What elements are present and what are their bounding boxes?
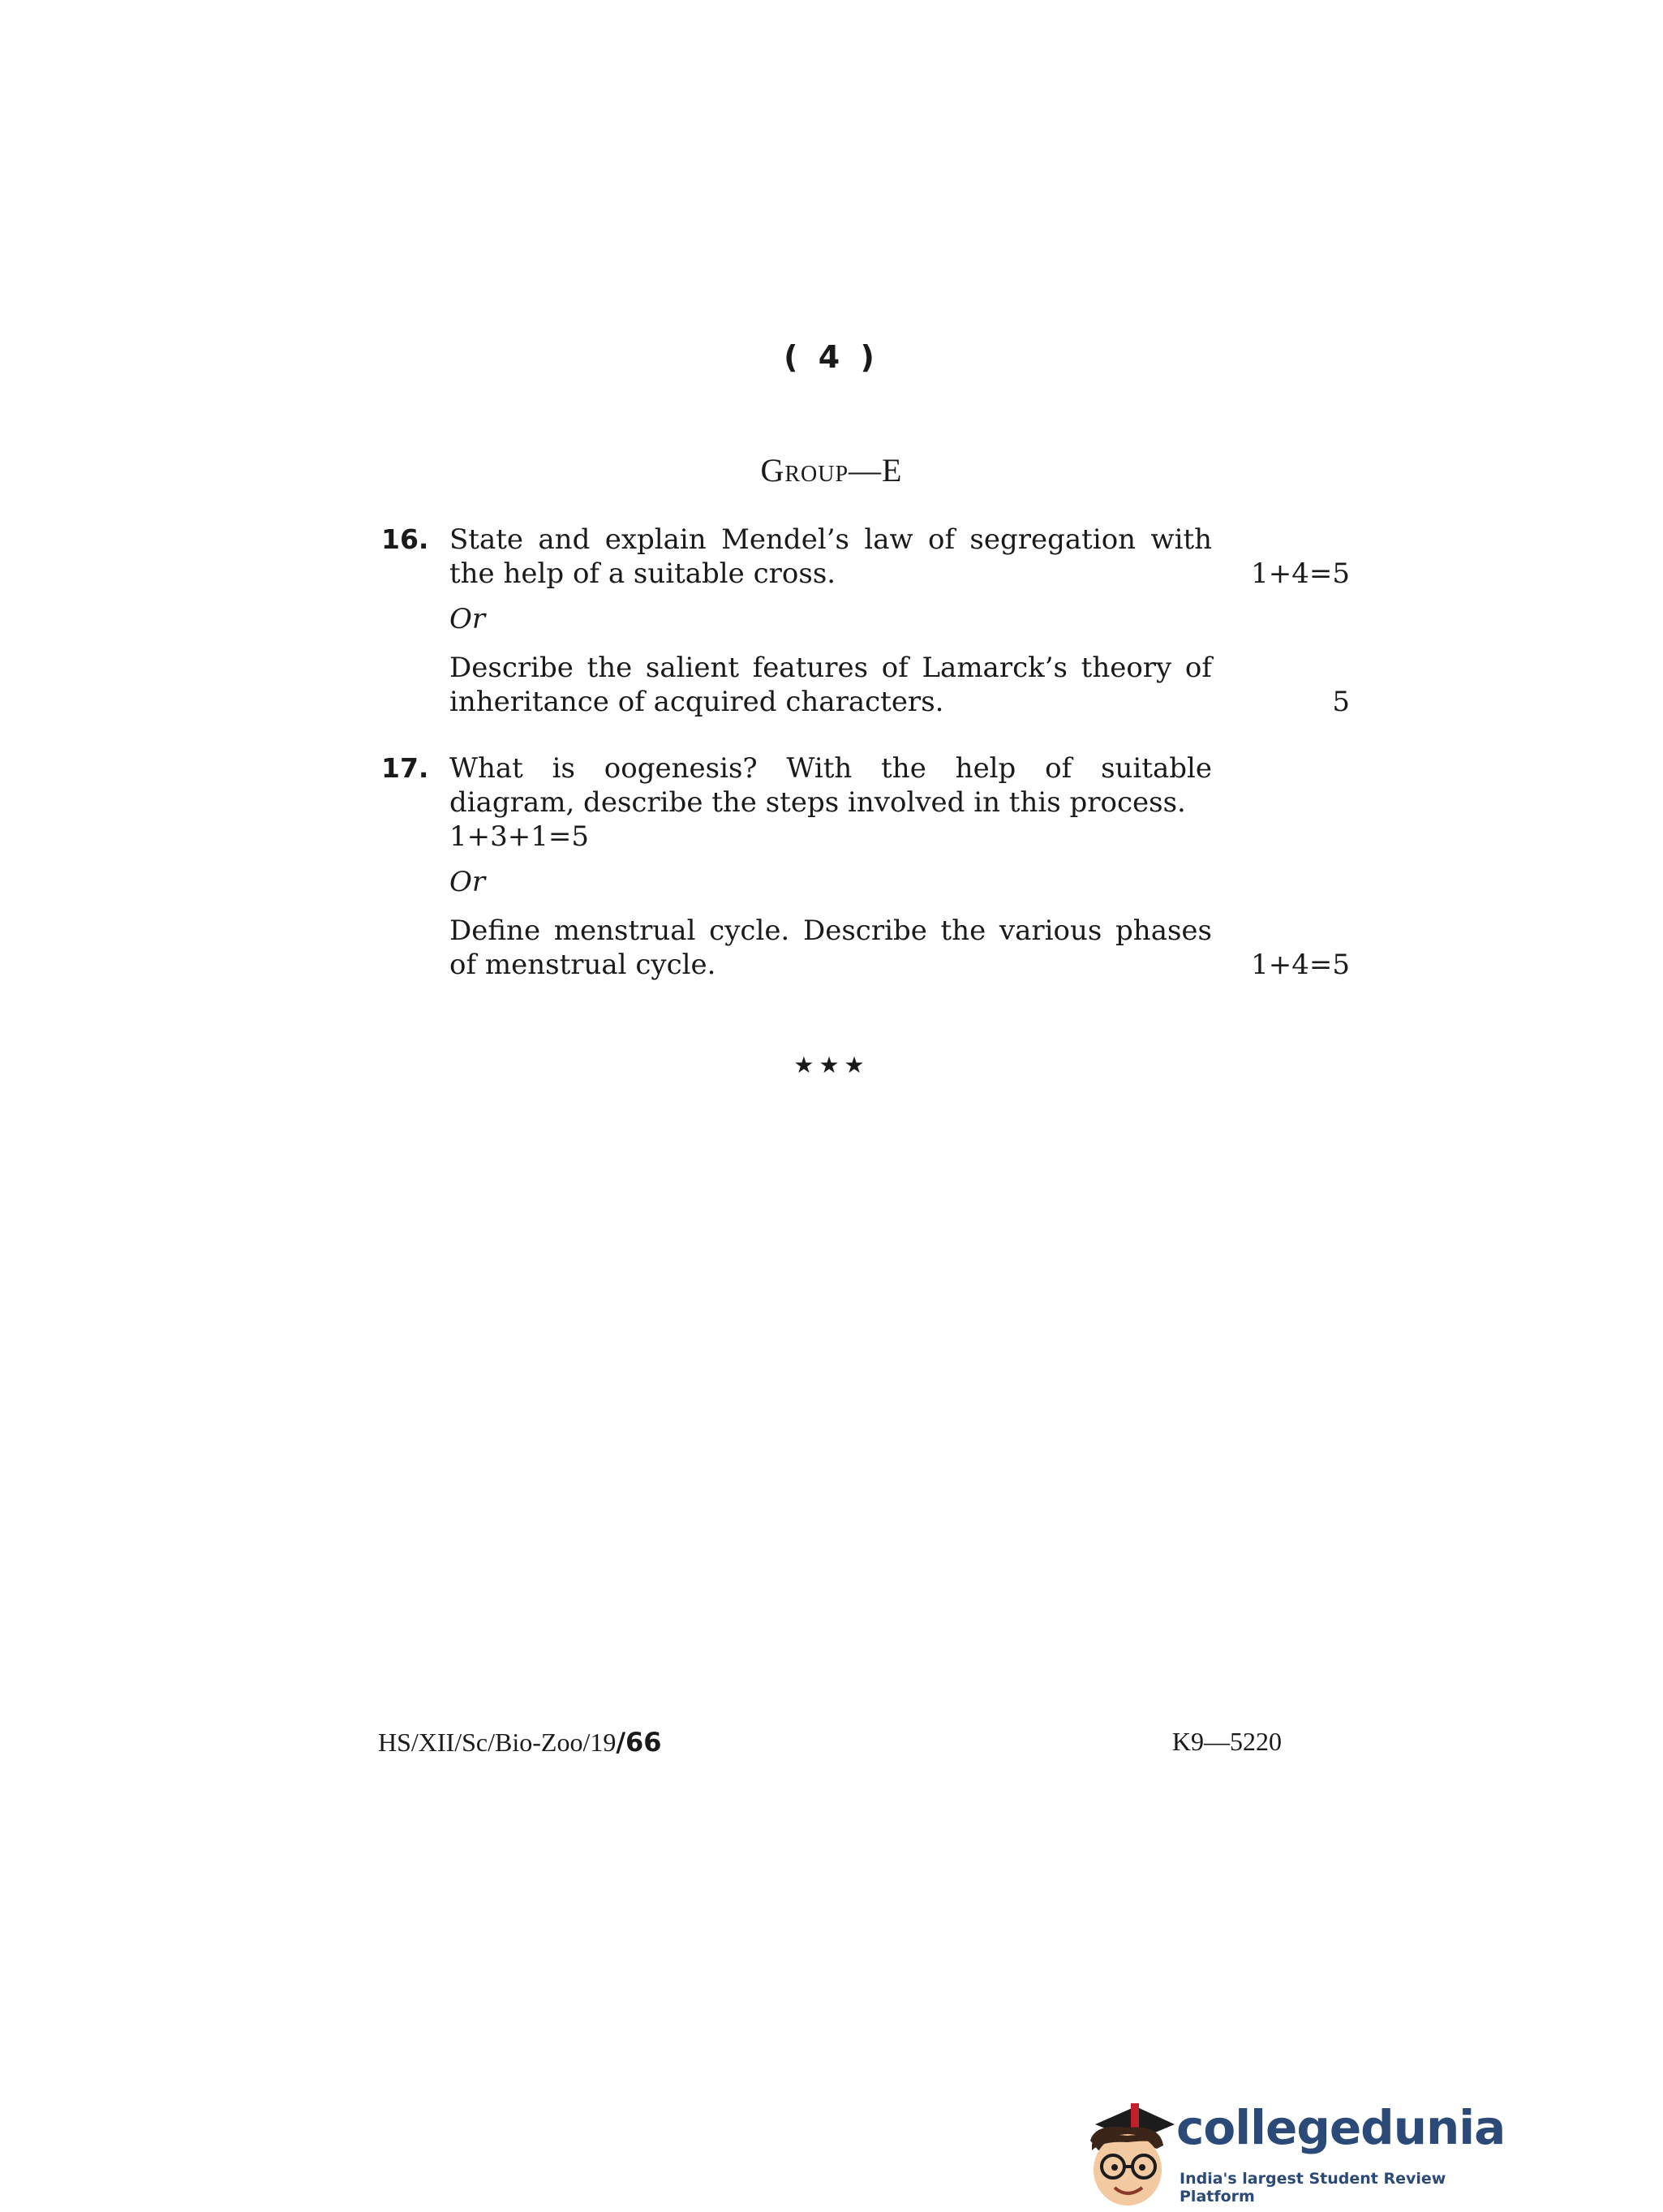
alternative-text-line: of menstrual cycle.: [449, 949, 716, 981]
alternative-text-line: Describe the salient features of Lamarck’s theory of: [449, 652, 1212, 684]
question-body: [449, 523, 1350, 719]
alternative-text-line: Define menstrual cycle. Describe the various phases: [449, 914, 1212, 947]
question-number: 17.: [381, 752, 429, 784]
collegedunia-watermark: [1079, 2092, 1506, 2212]
paper-code-suffix: /66: [616, 1727, 662, 1758]
alternative-text-last-line: [449, 948, 1350, 982]
paper-code: [378, 1727, 662, 1758]
question-text-line: State and explain Mendel’s law of segregation with: [449, 523, 1212, 556]
or-label: Or: [449, 603, 486, 635]
question-text-line: What is oogenesis? With the help of suitable: [449, 752, 1212, 785]
question-body: [449, 751, 1350, 982]
paper-reference: K9—5220: [1171, 1727, 1282, 1756]
group-heading: Group—E: [760, 452, 903, 488]
mascot-icon: [1079, 2092, 1176, 2212]
question-text-line: the help of a suitable cross.: [449, 557, 836, 590]
alternative-text-line: inheritance of acquired characters.: [449, 686, 944, 718]
question-text-last-line: [449, 557, 1350, 591]
alternative-text-last-line: [449, 685, 1350, 719]
end-of-paper-stars: ★★★: [793, 1052, 870, 1078]
question-text-line: diagram, describe the steps involved in this process.: [449, 786, 1186, 819]
or-label: Or: [449, 866, 486, 898]
brand-name: collegedunia: [1176, 2100, 1506, 2155]
marks: 1+4=5: [1251, 949, 1350, 981]
page-number: ( 4 ): [784, 339, 879, 375]
question-number: 16.: [381, 523, 429, 555]
question-16: [381, 523, 1350, 719]
brand-tagline: India's largest Student Review Platform: [1180, 2170, 1446, 2206]
marks: 1+3+1=5: [449, 820, 589, 853]
question-17: [381, 751, 1350, 982]
paper-code-prefix: HS/XII/Sc/Bio-Zoo/19: [378, 1728, 617, 1757]
marks: 5: [1332, 686, 1350, 718]
marks: 1+4=5: [1251, 557, 1350, 590]
